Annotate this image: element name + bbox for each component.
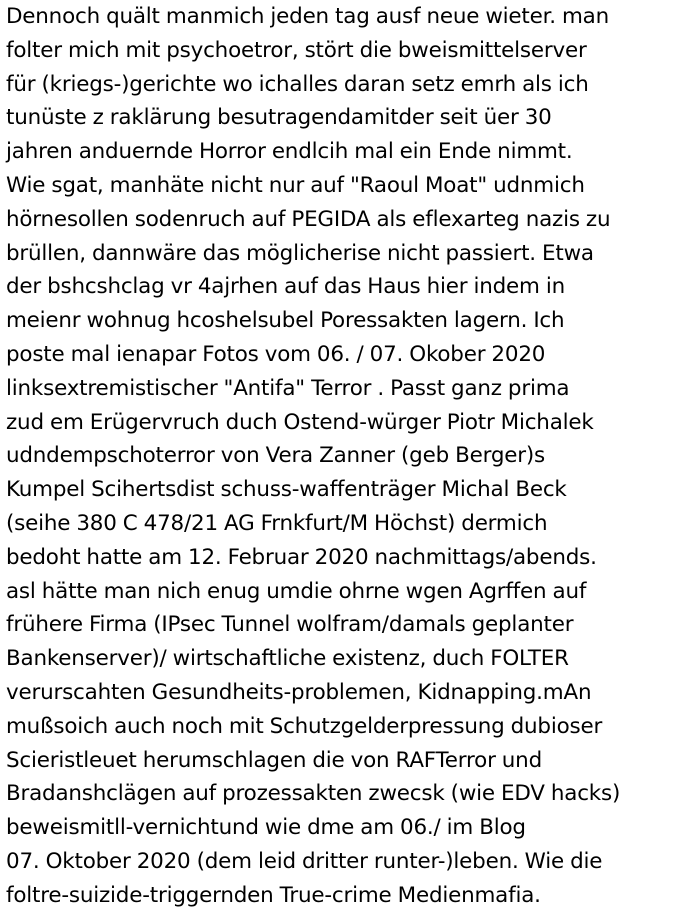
text-line-26: 07. Oktober 2020 (dem leid dritter runter-)leben. Wie die [6,848,603,874]
text-line-16: (seihe 380 C 478/21 AG Frnkfurt/M Höchst) dermich [6,510,548,536]
text-line-15: Kumpel Scihertsdist schuss-waffenträger Michal Beck [6,477,567,503]
text-line-12: linksextremistischer "Antifa" Terror . Passt ganz prima [6,375,570,401]
text-line-9: der bshcshclag vr 4ajrhen auf das Haus hier indem in [6,274,565,300]
text-line-1: Dennoch quält manmich jeden tag ausf neue wieter. man [6,4,609,29]
text-line-21: verurscahten Gesundheits-problemen, Kidnapping.mAn [6,679,592,705]
text-line-2: folter mich mit psychoetror, stört die bweismittelserver [6,37,587,63]
text-line-17: bedoht hatte am 12. Februar 2020 nachmittags/abends. [6,544,597,570]
text-line-14: udndempschoterror von Vera Zanner (geb Berger)s [6,443,545,469]
text-line-4: tunüste z raklärung besutragendamitder seit üer 30 [6,105,552,131]
text-line-22: mußsoich auch noch mit Schutzgelderpressung dubioser [6,713,603,739]
text-line-24: Bradanshclägen auf prozessakten zwecsk (wie EDV hacks) [6,781,621,807]
text-line-19: frühere Firma (IPsec Tunnel wolfram/damals geplanter [6,612,574,638]
text-line-27: foltre-suizide-triggernden True-crime Medienmafia. [6,882,541,908]
text-line-5: jahren anduernde Horror endlcih mal ein Ende nimmt. [6,139,573,165]
text-line-10: meienr wohnug hcoshelsubel Poressakten lagern. Ich [6,308,565,334]
text-line-7: hörnesollen sodenruch auf PEGIDA als eflexarteg nazis zu [6,206,611,232]
text-line-23: Scieristleuet herumschlagen die von RAFTerror und [6,747,542,773]
text-line-18: asl hätte man nich enug umdie ohrne wgen Agrffen auf [6,578,587,604]
text-line-20: Bankenserver)/ wirtschaftliche existenz, duch FOLTER [6,646,569,672]
text-line-6: Wie sgat, manhäte nicht nur auf "Raoul Moat" udnmich [6,172,585,198]
text-line-25: beweismitll-vernichtund wie dme am 06./ im Blog [6,815,526,841]
text-line-13: zud em Erügervruch duch Ostend-würger Piotr Michalek [6,409,594,435]
text-line-8: brüllen, dannwäre das möglicherise nicht passiert. Etwa [6,240,594,266]
text-line-3: für (kriegs-)gerichte wo ichalles daran setz emrh als ich [6,71,589,97]
text-line-11: poste mal ienapar Fotos vom 06. / 07. Okober 2020 [6,341,546,367]
